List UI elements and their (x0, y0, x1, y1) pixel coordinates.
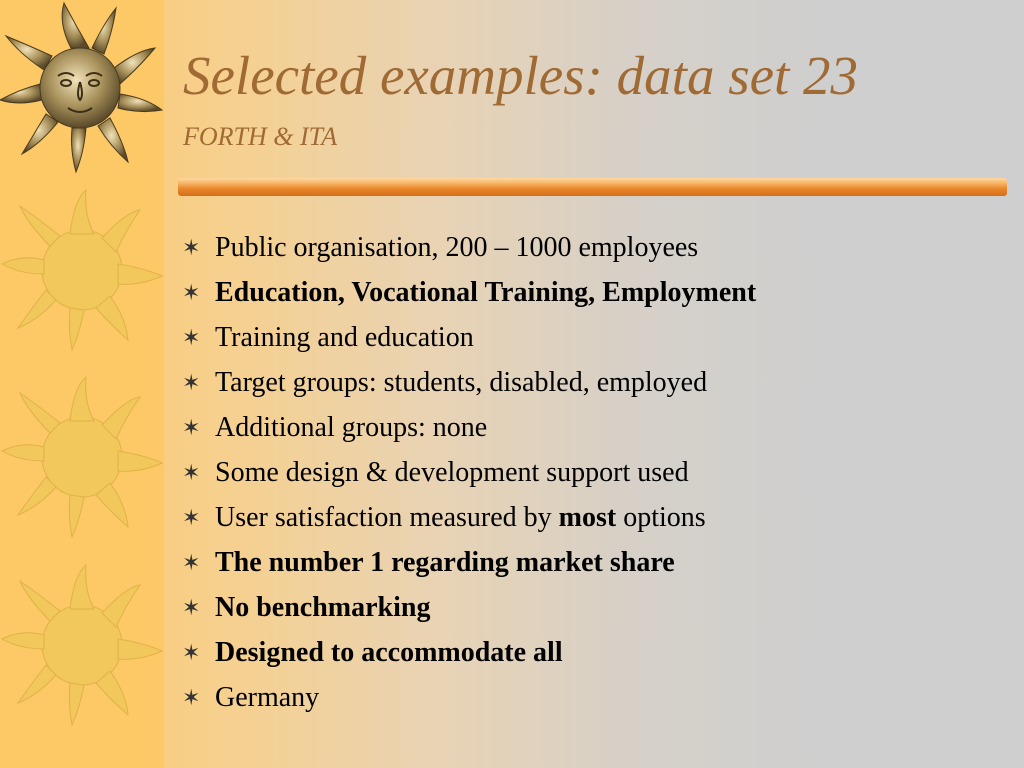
bullet-list (182, 225, 1002, 720)
six-point-star-icon: ✶ (182, 639, 201, 665)
title-divider (178, 178, 1007, 196)
six-point-star-icon: ✶ (182, 369, 201, 395)
bullet-text (215, 412, 487, 444)
bullet-item (182, 360, 1002, 405)
yellow-sun-icon (0, 185, 164, 355)
six-point-star-icon: ✶ (182, 594, 201, 620)
bullet-text (215, 592, 430, 624)
six-point-star-icon: ✶ (182, 324, 201, 350)
yellow-sun-icon (0, 560, 164, 730)
bullet-text-segment: Designed to accommodate all (215, 636, 563, 668)
six-point-star-icon: ✶ (182, 414, 201, 440)
bullet-item (182, 675, 1002, 720)
slide-title: Selected examples: data set 23 (183, 45, 859, 106)
six-point-star-icon: ✶ (182, 684, 201, 710)
bullet-text (215, 502, 706, 534)
bullet-text (215, 367, 707, 399)
six-point-star-icon: ✶ (182, 279, 201, 305)
bullet-item (182, 540, 1002, 585)
six-point-star-icon: ✶ (182, 504, 201, 530)
bullet-item (182, 450, 1002, 495)
bullet-item (182, 405, 1002, 450)
bullet-text (215, 637, 563, 669)
bullet-text (215, 682, 319, 714)
bronze-sun-face-icon (0, 0, 164, 175)
bullet-text-segment: Education, Vocational Training, Employment (215, 276, 757, 308)
bullet-item (182, 315, 1002, 360)
bullet-text (215, 457, 689, 489)
slide-subtitle: FORTH & ITA (183, 122, 338, 151)
bullet-text-segment: Target groups: students, disabled, employed (215, 366, 708, 398)
bullet-text (215, 547, 675, 579)
bullet-text-segment: options (616, 501, 706, 533)
yellow-sun-icon (0, 372, 164, 542)
six-point-star-icon: ✶ (182, 549, 201, 575)
bullet-item (182, 630, 1002, 675)
bullet-item (182, 225, 1002, 270)
bullet-text-segment: Additional groups: none (215, 411, 488, 443)
bullet-text-segment: No benchmarking (215, 591, 431, 623)
bullet-text-segment: Public organisation, 200 – 1000 employees (215, 231, 699, 263)
bullet-text (215, 322, 474, 354)
bullet-text (215, 277, 756, 309)
bullet-text-segment: Some design & development support used (215, 456, 689, 488)
bullet-item (182, 270, 1002, 315)
bullet-item (182, 585, 1002, 630)
bullet-text-segment: Germany (215, 681, 320, 713)
bullet-text-segment: User satisfaction measured by (215, 501, 559, 533)
six-point-star-icon: ✶ (182, 234, 201, 260)
bullet-item (182, 495, 1002, 540)
six-point-star-icon: ✶ (182, 459, 201, 485)
bullet-text (215, 232, 698, 264)
bullet-text-segment: The number 1 regarding market share (215, 546, 675, 578)
bullet-text-segment: Training and education (215, 321, 474, 353)
bullet-text-segment: most (558, 501, 617, 533)
